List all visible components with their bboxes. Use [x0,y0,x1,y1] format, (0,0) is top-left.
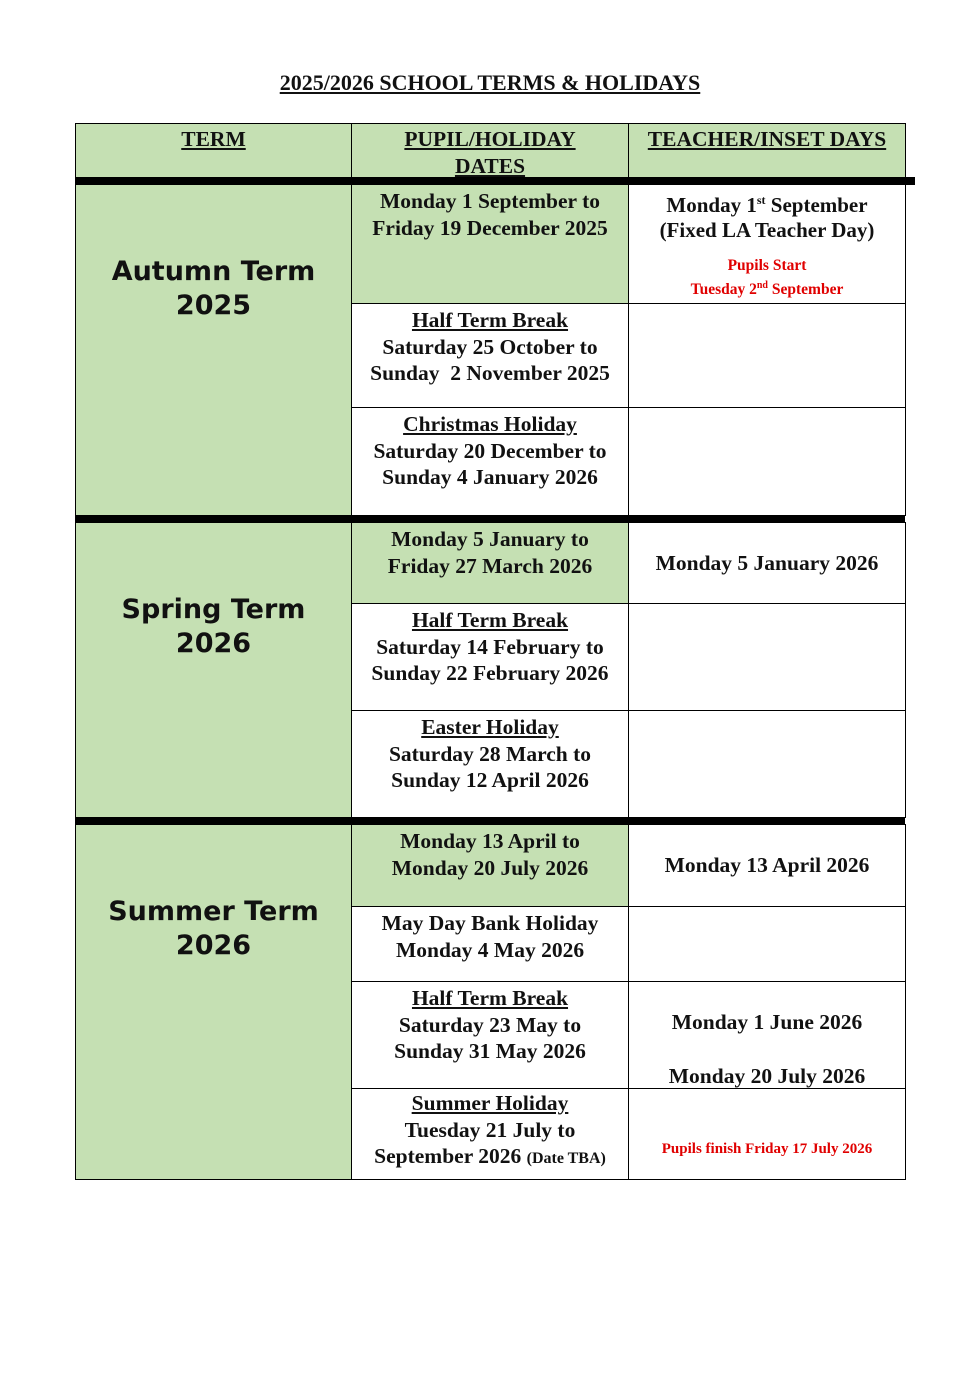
autumn-half-term: Half Term Break Saturday 25 October to Sunday 2 November 2025 [351,303,629,408]
autumn-half-term-inset [628,303,906,408]
may-day-bank-holiday: May Day Bank Holiday Monday 4 May 2026 [351,906,629,982]
document-title: 2025/2026 SCHOOL TERMS & HOLIDAYS [279,70,701,95]
term-spring: Spring Term 2026 [75,522,352,818]
summer-holiday: Summer Holiday Tuesday 21 July to September 2026 (Date TBA) [351,1088,629,1180]
summer-holiday-inset [628,1088,906,1180]
header-pupil-holiday-dates: PUPIL/HOLIDAY DATES [351,123,629,181]
summer-half-term-inset: Monday 1 June 2026 Monday 20 July 2026 [628,981,906,1089]
spring-half-term: Half Term Break Saturday 14 February to Sunday 22 February 2026 [351,603,629,711]
christmas-holiday-inset [628,407,906,516]
summer-half-term: Half Term Break Saturday 23 May to Sunday 31 May 2026 [351,981,629,1089]
spring-half-term-inset [628,603,906,711]
spring-term-dates: Monday 5 January to Friday 27 March 2026 [351,522,629,604]
christmas-holiday: Christmas Holiday Saturday 20 December to Sunday 4 January 2026 [351,407,629,516]
autumn-term-dates: Monday 1 September to Friday 19 December 2025 [351,184,629,304]
autumn-inset-days: Monday 1st September (Fixed LA Teacher Day) Pupils Start Tuesday 2nd September [628,184,906,304]
header-teacher-inset-days: TEACHER/INSET DAYS [628,123,906,181]
header-term: TERM [75,123,352,181]
may-day-inset [628,906,906,982]
easter-holiday: Easter Holiday Saturday 28 March to Sunday 12 April 2026 [351,710,629,818]
easter-holiday-inset [628,710,906,818]
term-autumn: Autumn Term 2025 [75,184,352,516]
summer-term-dates: Monday 13 April to Monday 20 July 2026 [351,824,629,907]
pupils-start-note: Pupils Start Tuesday 2nd September [690,257,844,299]
summer-inset-days: Monday 13 April 2026 [628,824,906,907]
spring-inset-days: Monday 5 January 2026 [628,522,906,604]
term-summer: Summer Term 2026 [75,824,352,1180]
pupils-finish-note: Pupils finish Friday 17 July 2026 [661,1140,873,1157]
